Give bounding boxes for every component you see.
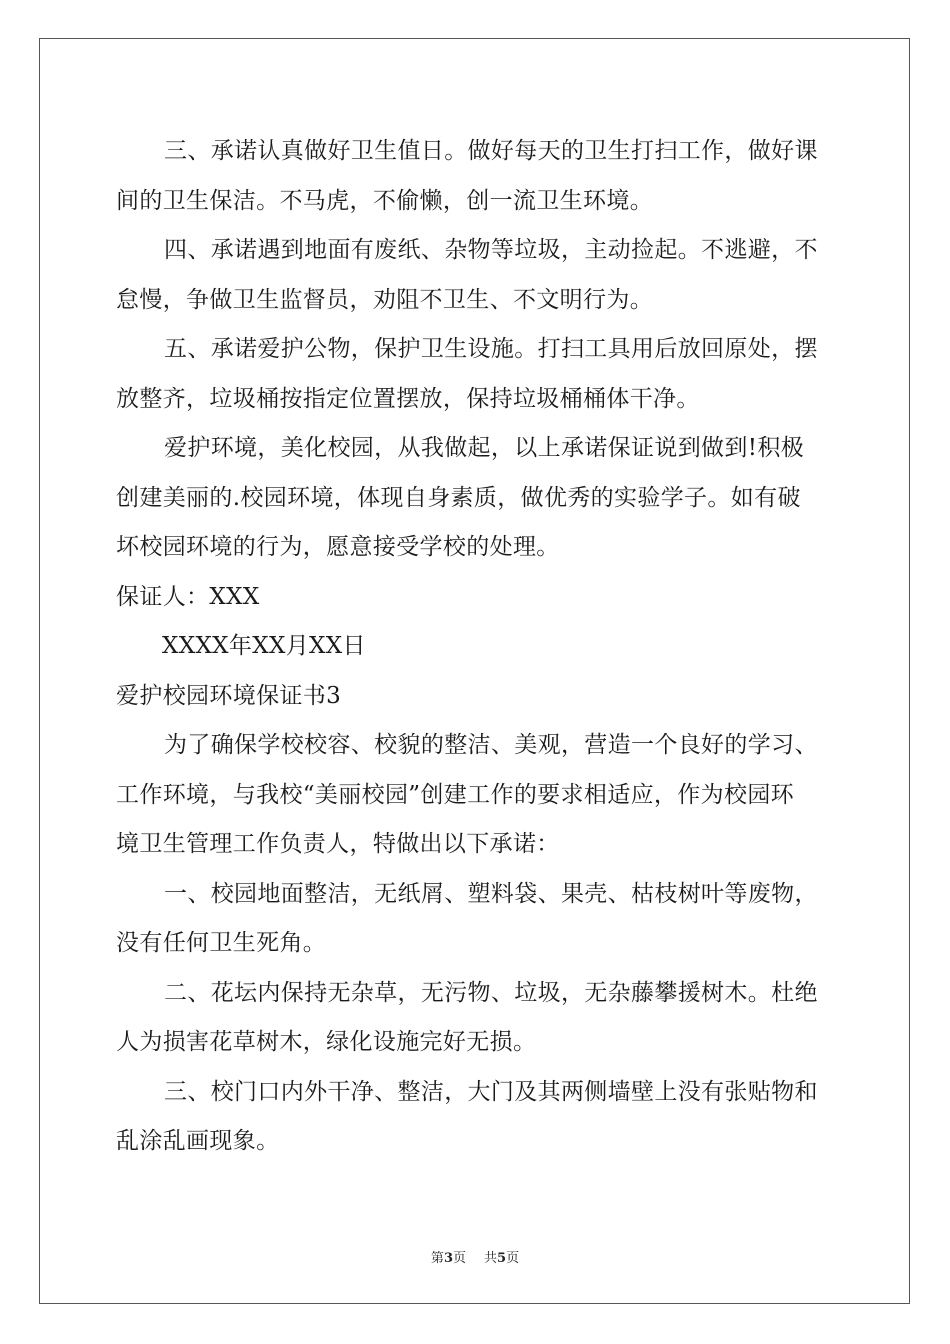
paragraph-line: 人为损害花草树木，绿化设施完好无损。 <box>116 1029 537 1055</box>
page-suffix: 页 <box>452 1251 466 1266</box>
total-prefix: 共 <box>484 1251 498 1266</box>
paragraph-line: 爱护环境，美化校园，从我做起，以上承诺保证说到做到!积极 <box>164 435 805 461</box>
paragraph-line: 创建美丽的.校园环境，体现自身素质，做优秀的实验学子。如有破 <box>116 484 801 511</box>
paragraph-line: 三、承诺认真做好卫生值日。做好每天的卫生打扫工作，做好课 <box>164 138 818 164</box>
paragraph-line: 四、承诺遇到地面有废纸、杂物等垃圾，主动捡起。不逃避，不 <box>164 237 818 263</box>
paragraph-line: 二、花坛内保持无杂草，无污物、垃圾，无杂藤攀援树木。杜绝 <box>164 979 818 1006</box>
paragraph-line: 工作环境，与我校“美丽校园”创建工作的要求相适应，作为校园环 <box>116 781 795 808</box>
date-line: XXXX年XX月XX日 <box>162 633 366 659</box>
current-page-number: 3 <box>443 1251 453 1266</box>
paragraph-line: 境卫生管理工作负责人，特做出以下承诺： <box>116 831 560 857</box>
section-title: 爱护校园环境保证书3 <box>116 682 342 709</box>
document-body <box>116 127 836 1167</box>
page-footer <box>0 1247 950 1266</box>
paragraph-line: 为了确保学校校容、校貌的整洁、美观，营造一个良好的学习、 <box>164 732 818 758</box>
paragraph-line: 一、校园地面整洁，无纸屑、塑料袋、果壳、枯枝树叶等废物， <box>164 880 818 907</box>
paragraph-line: 怠慢，争做卫生监督员，劝阻不卫生、不文明行为。 <box>116 286 654 313</box>
page-prefix: 第 <box>430 1251 444 1266</box>
paragraph-line: 放整齐，垃圾桶按指定位置摆放，保持垃圾桶桶体干净。 <box>116 385 700 412</box>
total-suffix: 页 <box>506 1251 520 1266</box>
paragraph-line: 坏校园环境的行为，愿意接受学校的处理。 <box>116 534 560 560</box>
guarantor-line: 保证人：XXX <box>116 583 260 610</box>
paragraph-line: 三、校门口内外干净、整洁，大门及其两侧墙壁上没有张贴物和 <box>164 1078 818 1105</box>
paragraph-line: 乱涂乱画现象。 <box>116 1128 280 1154</box>
total-page-number: 5 <box>497 1251 507 1266</box>
paragraph-line: 没有任何卫生死角。 <box>116 930 327 956</box>
paragraph-line: 间的卫生保洁。不马虎，不偷懒，创一流卫生环境。 <box>116 187 654 214</box>
paragraph-line: 五、承诺爱护公物，保护卫生设施。打扫工具用后放回原处，摆 <box>164 336 818 362</box>
